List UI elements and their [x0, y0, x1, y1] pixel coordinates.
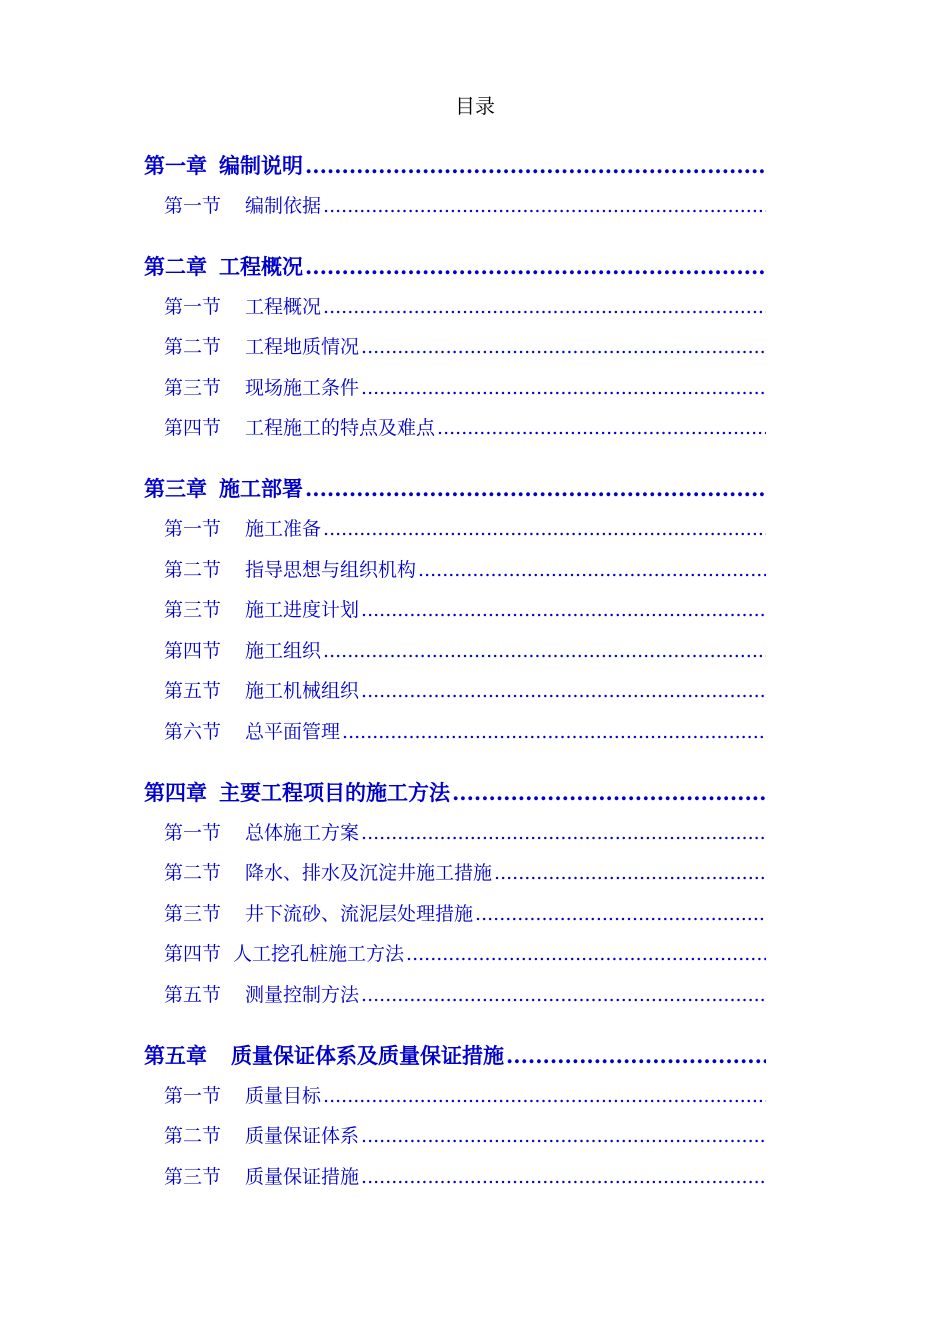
dot-leader [305, 469, 766, 509]
toc-section-link[interactable] [144, 894, 766, 935]
section-title: 施工准备 [245, 517, 322, 540]
chapter-number: 第一章 [144, 153, 207, 178]
toc-chapter [144, 247, 766, 449]
section-number: 第五节 [164, 983, 222, 1006]
toc-section-link[interactable] [144, 509, 766, 550]
toc-chapter [144, 146, 766, 227]
dot-leader [494, 853, 766, 894]
section-number: 第一节 [164, 821, 222, 844]
section-number: 第二节 [164, 336, 222, 359]
section-title: 工程概况 [245, 295, 322, 318]
toc-section-link[interactable] [144, 671, 766, 712]
toc-chapter [144, 773, 766, 1016]
dot-leader [475, 894, 766, 935]
section-title: 施工机械组织 [245, 680, 360, 703]
dot-leader [361, 590, 766, 631]
section-title: 工程施工的特点及难点 [245, 417, 436, 440]
section-number: 第四节 [164, 417, 222, 440]
section-title: 井下流砂、流泥层处理措施 [245, 902, 474, 925]
toc-chapter-link[interactable] [144, 773, 766, 813]
section-title: 工程地质情况 [245, 336, 360, 359]
section-number: 第二节 [164, 558, 222, 581]
toc-chapter-link[interactable] [144, 247, 766, 287]
section-number: 第五节 [164, 680, 222, 703]
section-number: 第一节 [164, 195, 222, 217]
section-number: 第三节 [164, 376, 222, 399]
section-title: 指导思想与组织机构 [245, 558, 417, 581]
toc-section-link[interactable] [144, 368, 766, 409]
dot-leader [361, 1157, 766, 1198]
toc-section-link[interactable] [144, 1116, 766, 1157]
toc-chapter [144, 469, 766, 753]
toc-section-link[interactable] [144, 712, 766, 753]
toc-section-link[interactable] [144, 287, 766, 328]
section-title: 质量保证措施 [245, 1165, 360, 1188]
section-number: 第二节 [164, 1125, 222, 1148]
dot-leader [361, 975, 766, 1016]
dot-leader [323, 509, 766, 550]
chapter-title: 工程概况 [219, 253, 303, 279]
dot-leader [406, 934, 766, 975]
section-title: 编制依据 [245, 195, 322, 217]
section-number: 第一节 [164, 295, 222, 318]
chapter-number: 第五章 [144, 1042, 207, 1068]
dot-leader [361, 368, 766, 409]
toc-chapter-link[interactable] [144, 146, 766, 186]
chapter-number: 第四章 [144, 779, 207, 805]
section-title: 现场施工条件 [245, 376, 360, 399]
section-number: 第四节 [164, 639, 222, 662]
chapter-title: 主要工程项目的施工方法 [219, 779, 450, 805]
dot-leader [506, 1036, 766, 1076]
section-title: 降水、排水及沉淀井施工措施 [245, 862, 493, 885]
dot-leader [323, 186, 766, 227]
dot-leader [361, 1116, 766, 1157]
dot-leader [323, 287, 766, 328]
toc-section-link[interactable] [144, 1157, 766, 1198]
chapter-title: 质量保证体系及质量保证措施 [231, 1042, 504, 1068]
section-title: 总体施工方案 [245, 821, 360, 844]
section-title: 测量控制方法 [245, 983, 360, 1006]
toc-section-link[interactable] [144, 631, 766, 672]
section-title: 总平面管理 [245, 720, 341, 743]
table-of-contents [144, 146, 766, 1197]
section-number: 第一节 [164, 517, 222, 540]
section-number: 第三节 [164, 599, 222, 622]
toc-chapter-link[interactable] [144, 1036, 766, 1076]
section-number: 第三节 [164, 902, 222, 925]
toc-section-link[interactable] [144, 975, 766, 1016]
dot-leader [323, 1076, 766, 1117]
dot-leader [361, 327, 766, 368]
chapter-number: 第二章 [144, 253, 207, 279]
toc-section-link[interactable] [144, 590, 766, 631]
toc-chapter [144, 1036, 766, 1198]
dot-leader [305, 146, 766, 186]
dot-leader [437, 408, 766, 449]
chapter-title: 施工部署 [219, 475, 303, 501]
toc-section-link[interactable] [144, 853, 766, 894]
chapter-title: 编制说明 [219, 153, 303, 178]
toc-section-link[interactable] [144, 327, 766, 368]
toc-chapter-link[interactable] [144, 469, 766, 509]
toc-section-link[interactable] [144, 550, 766, 591]
section-title: 施工进度计划 [245, 599, 360, 622]
section-number: 第二节 [164, 862, 222, 885]
section-number: 第一节 [164, 1084, 222, 1107]
toc-section-link[interactable] [144, 1076, 766, 1117]
dot-leader [361, 671, 766, 712]
section-number: 第四节 [164, 943, 222, 966]
section-number: 第三节 [164, 1165, 222, 1188]
toc-section-link[interactable] [144, 186, 766, 227]
dot-leader [452, 773, 766, 813]
section-title: 人工挖孔桩施工方法 [233, 943, 405, 966]
dot-leader [342, 712, 766, 753]
dot-leader [418, 550, 766, 591]
toc-title: 目录 [455, 94, 495, 118]
toc-section-link[interactable] [144, 934, 766, 975]
dot-leader [323, 631, 766, 672]
dot-leader [361, 813, 766, 854]
toc-section-link[interactable] [144, 813, 766, 854]
section-title: 质量目标 [245, 1084, 322, 1107]
section-title: 质量保证体系 [245, 1125, 360, 1148]
chapter-number: 第三章 [144, 475, 207, 501]
toc-section-link[interactable] [144, 408, 766, 449]
section-number: 第六节 [164, 720, 222, 743]
dot-leader [305, 247, 766, 287]
section-title: 施工组织 [245, 639, 322, 662]
